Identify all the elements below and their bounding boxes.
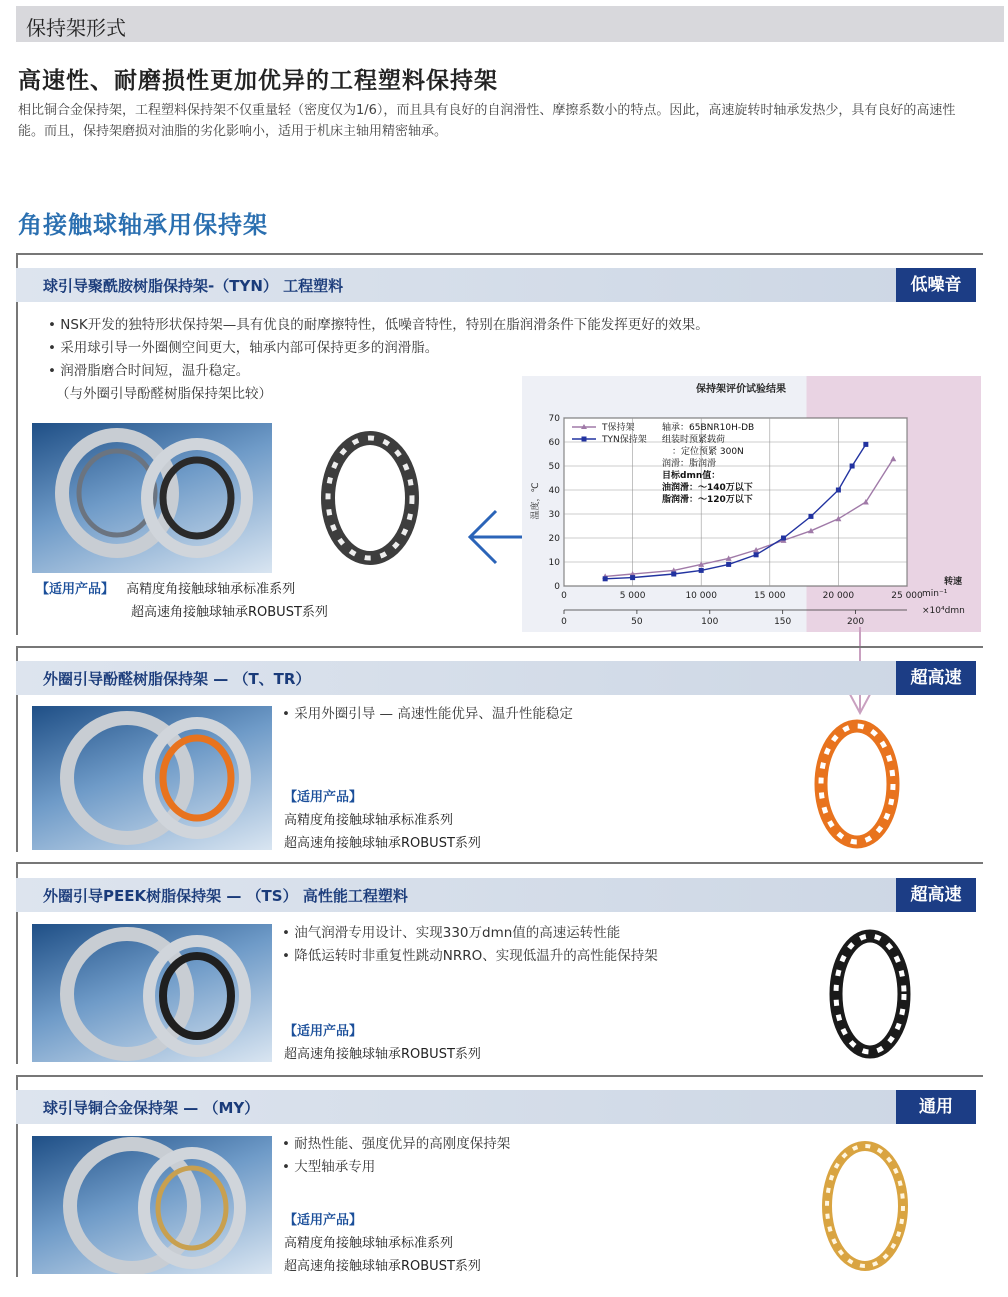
chart-annotation: 目标dmn值： [662,471,721,481]
y-tick-label: 50 [548,462,560,472]
section-title: 球引导聚酰胺树脂保持架-（TYN） 工程塑料 [43,277,344,295]
x2-tick-label: 150 [774,617,792,627]
x2-tick-label: 0 [561,617,567,627]
x-tick-label: 10 000 [685,591,717,601]
bullet-item: • 耐热性能、强度优异的高刚度保持架 [282,1136,511,1152]
y-tick-label: 70 [548,414,560,424]
bearing-photo [32,1136,272,1274]
brass-cage-photo [780,1136,955,1276]
x-tick-label: 20 000 [822,591,855,601]
tyn-cage-photo [290,423,450,573]
x-tick-label: 15 000 [754,591,786,601]
chart-annotation: 润滑：脂润滑 [662,459,717,469]
chart-ylabel: 温度，℃ [531,482,541,520]
x2-tick-label: 100 [701,617,719,627]
cage-test-chart [522,376,981,632]
bearing-photo [32,924,272,1062]
data-point [603,576,608,581]
product-item: 高精度角接触球轴承标准系列 [126,582,296,597]
chart-xlabel: min⁻¹ [922,589,948,599]
products-label: 【适用产品】 [284,1024,363,1039]
products-label: 【适用产品】 [284,790,363,805]
section-badge: 通用 [896,1090,976,1124]
chart-annotation: 油润滑：～140万以下 [662,483,753,493]
bullet-list [282,922,658,968]
data-point [754,552,759,557]
section-title-bar [16,661,976,695]
intro-heading: 高速性、耐磨损性更加优异的工程塑料保持架 [18,68,498,94]
data-point [630,575,635,580]
x2-tick-label: 200 [846,617,865,627]
product-list [284,786,481,855]
product-item: 高精度角接触球轴承标准系列 [284,1236,454,1251]
section-title-bar [16,878,976,912]
chart-xlabel-title: 转速 [944,577,963,587]
phenolic-cage-photo [775,712,955,852]
products-label: 【适用产品】 [284,1213,363,1228]
products-label: 【适用产品】 [36,582,115,597]
chart-annotation: ：定位预紧 300N [672,447,744,457]
chart-annotation: 脂润滑：～120万以下 [662,495,753,505]
section-title-bar [16,268,976,302]
bullet-item: • 采用外圈引导 — 高速性能优异、温升性能稳定 [282,706,573,722]
header-bar-title: 保持架形式 [26,16,126,40]
data-point [808,514,813,519]
product-list [36,578,328,624]
data-point [863,442,868,447]
data-point [850,464,855,469]
legend-entry: T保持架 [602,423,635,433]
section-heading: 角接触球轴承用保持架 [18,211,268,239]
product-item: 超高速角接触球轴承ROBUST系列 [284,1047,481,1062]
y-tick-label: 40 [548,486,560,496]
data-point [836,488,841,493]
product-item: 超高速角接触球轴承ROBUST系列 [131,605,328,620]
x2-tick-label: 50 [631,617,643,627]
bullet-item: • 油气润滑专用设计、实现330万dmn值的高速运转性能 [282,925,621,941]
bearing-photo [32,423,272,573]
x-tick-label: 25 000 [891,591,923,601]
section-title: 球引导铜合金保持架 — （MY） [43,1099,260,1117]
section-title: 外圈引导PEEK树脂保持架 — （TS） 高性能工程塑料 [43,887,408,905]
intro-text: 相比铜合金保持架，工程塑料保持架不仅重量轻（密度仅为1/6），而且具有良好的自润滑性、摩擦系数小的特点。因此，高速旋转时轴承发热少，具有良好的高速性能。而且，保持架磨损对油脂的劣化影响小，适用于机床主轴用精密轴承。 [18,103,956,139]
section-badge: 超高速 [896,661,976,695]
y-tick-label: 20 [548,534,560,544]
section-badge: 超高速 [896,878,976,912]
bullet-list [282,703,573,726]
x-tick-label: 5 000 [619,591,646,601]
legend-marker [582,437,587,442]
chart-svg [522,376,981,632]
product-item: 高精度角接触球轴承标准系列 [284,813,454,828]
header-bar [16,6,1004,42]
y-tick-label: 10 [548,558,560,568]
chart-annotation: 轴承：65BNR10H-DB [662,423,755,433]
bullet-item: • 大型轴承专用 [282,1159,376,1175]
bullet-list [282,1133,510,1179]
y-tick-label: 60 [548,438,560,448]
chart-title: 保持架评价试验结果 [696,384,786,395]
product-list [284,1020,481,1066]
product-item: 超高速角接触球轴承ROBUST系列 [284,1259,481,1274]
data-point [699,568,704,573]
bullet-item: • 降低运转时非重复性跳动NRRO、实现低温升的高性能保持架 [282,948,658,964]
y-tick-label: 0 [554,582,560,592]
bullet-item: • NSK开发的独特形状保持架—具有优良的耐摩擦特性，低噪音特性，特别在脂润滑条件下能发挥更好的效果。 [48,317,709,333]
bearing-photo [32,706,272,850]
peek-cage-photo [790,924,960,1062]
data-point [726,562,731,567]
x-tick-label: 0 [561,591,567,601]
chart-x2label: ×10⁴dmn [922,606,965,616]
bullet-item: • 采用球引导一外圈侧空间更大，轴承内部可保持更多的润滑脂。 [48,340,439,356]
y-tick-label: 30 [548,510,560,520]
chart-annotation: 组装时预紧载荷 [662,435,726,445]
product-list [284,1209,481,1278]
product-item: 超高速角接触球轴承ROBUST系列 [284,836,481,851]
bullet-item: （与外圈引导酚醛树脂保持架比较） [56,386,272,402]
data-point [781,536,786,541]
section-title: 外圈引导酚醛树脂保持架 — （T、TR） [43,670,311,688]
legend-entry: TYN保持架 [602,435,647,445]
section-badge: 低噪音 [896,268,976,302]
data-point [671,572,676,577]
section-title-bar [16,1090,976,1124]
bullet-item: • 润滑脂磨合时间短，温升稳定。 [48,363,250,379]
